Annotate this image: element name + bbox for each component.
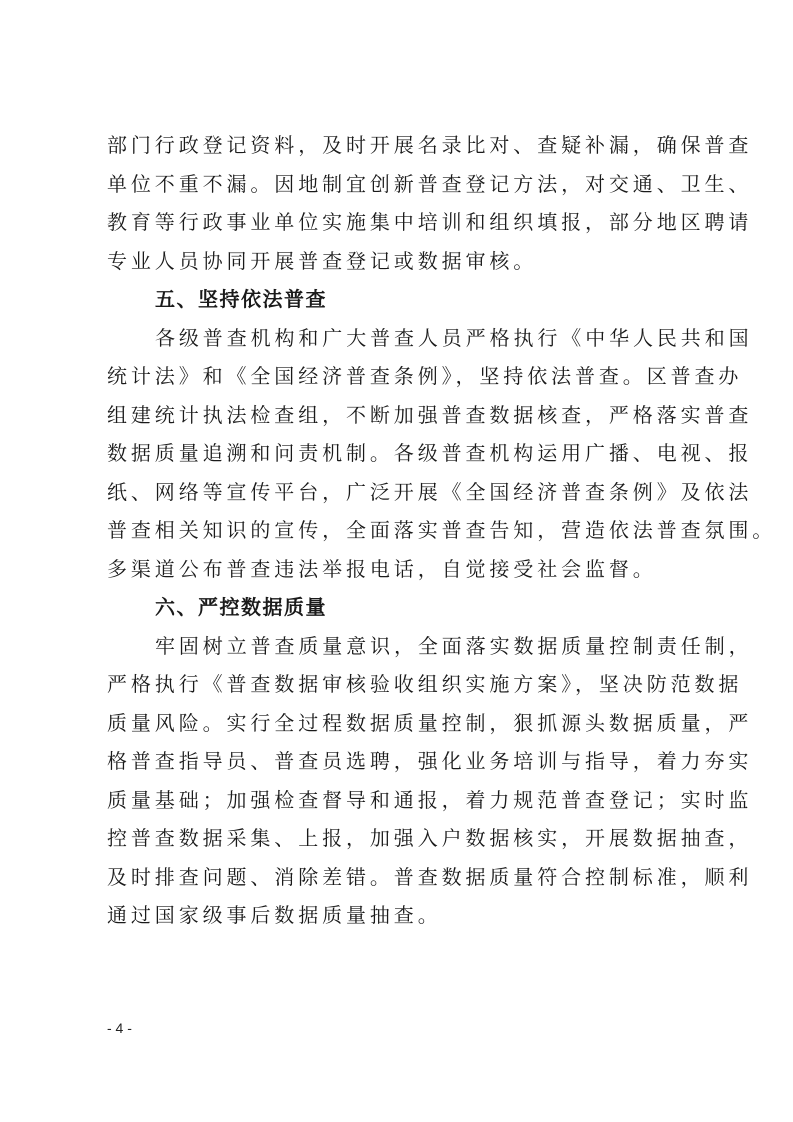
- text-line: 单位不重不漏。因地制宜创新普查登记方法，对交通、卫生、: [107, 171, 753, 196]
- text-line: 专业人员协同开展普查登记或数据审核。: [107, 248, 538, 273]
- text-line: 部门行政登记资料，及时开展名录比对、查疑补漏，确保普查: [107, 133, 753, 157]
- text-line: 格普查指导员、普查员选聘，强化业务培训与指导，着力夯实: [107, 749, 753, 773]
- text-line: 多渠道公布普查违法举报电话，自觉接受社会监督。: [107, 556, 657, 581]
- text-line: 教育等行政事业单位实施集中培训和组织填报，部分地区聘请: [107, 210, 753, 234]
- text-line: 严格执行《普查数据审核验收组织实施方案》，坚决防范数据: [107, 672, 743, 696]
- text-line: 控普查数据采集、上报，加强入户数据核实，开展数据抽查，: [107, 826, 753, 850]
- text-line: 质量基础；加强检查督导和通报，着力规范普查登记；实时监: [107, 787, 753, 812]
- text-line: 质量风险。实行全过程数据质量控制，狠抓源头数据质量，严: [107, 710, 753, 735]
- text-line: 组建统计执法检查组，不断加强普查数据核查，严格落实普查: [107, 402, 753, 427]
- text-line: 统计法》和《全国经济普查条例》，坚持依法普查。区普查办: [107, 364, 743, 388]
- document-body: [107, 126, 777, 935]
- section-heading-5: 五、坚持依法普查: [155, 287, 327, 311]
- text-line: 纸、网络等宣传平台，广泛开展《全国经济普查条例》及依法: [107, 479, 753, 504]
- text-line: 各级普查机构和广大普查人员严格执行《中华人民共和国: [155, 325, 753, 350]
- text-line: 通过国家级事后数据质量抽查。: [107, 903, 442, 927]
- text-line: 数据质量追溯和问责机制。各级普查机构运用广播、电视、报: [107, 441, 753, 465]
- section-heading-6: 六、严控数据质量: [155, 595, 327, 619]
- text-line: 及时排查问题、消除差错。普查数据质量符合控制标准，顺利: [107, 864, 753, 889]
- text-line: 牢固树立普查质量意识，全面落实数据质量控制责任制，: [155, 633, 753, 658]
- page-number: - 4 -: [107, 1020, 132, 1036]
- text-line: 普查相关知识的宣传，全面落实普查告知，营造依法普查氛围。: [107, 518, 777, 542]
